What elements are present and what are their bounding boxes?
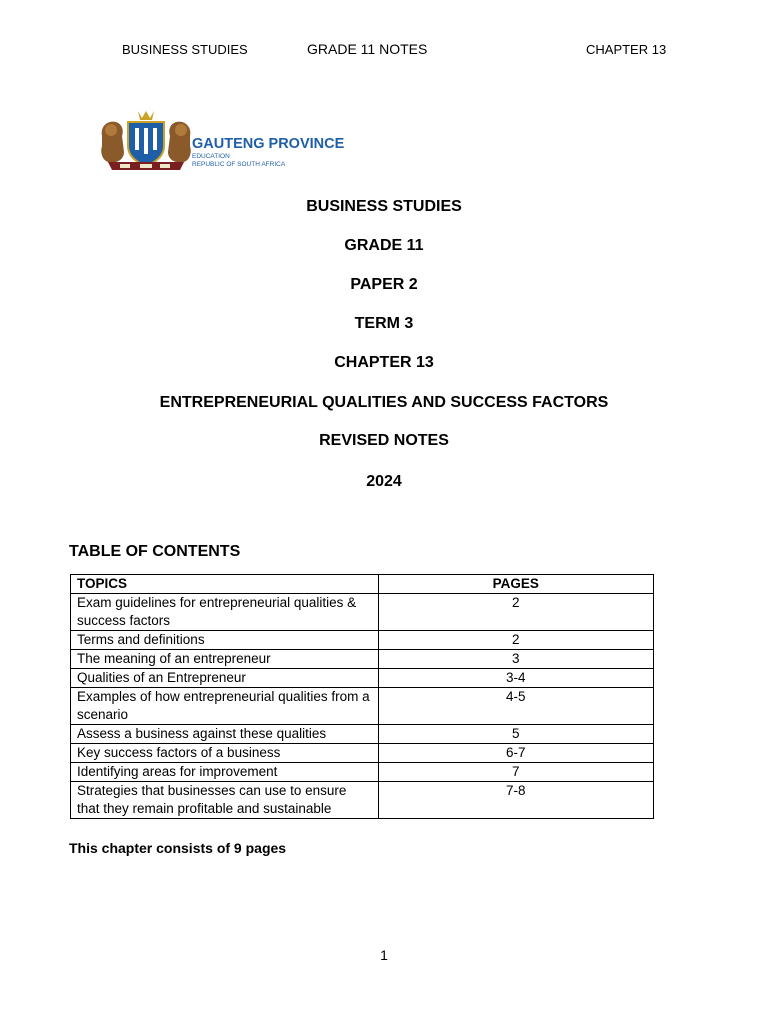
page-count-note: This chapter consists of 9 pages [69, 840, 287, 856]
toc-pages: 2 [378, 631, 654, 650]
toc-pages: 7 [378, 763, 654, 782]
table-row [71, 763, 654, 782]
title-year: 2024 [366, 473, 402, 490]
page-number: 1 [380, 947, 388, 963]
table-row [71, 744, 654, 763]
toc-topic: Qualities of an Entrepreneur [71, 669, 379, 688]
toc-topic: Terms and definitions [71, 631, 379, 650]
gauteng-logo [94, 108, 344, 174]
title-chapter: CHAPTER 13 [334, 354, 434, 371]
title-revised: REVISED NOTES [319, 432, 449, 449]
toc-pages: 7-8 [378, 782, 654, 819]
toc-header-row [71, 575, 654, 594]
toc-topic: Examples of how entrepreneurial qualities from a scenario [71, 688, 379, 725]
toc-topic: Key success factors of a business [71, 744, 379, 763]
logo-name: GAUTENG PROVINCE [192, 136, 344, 152]
toc-table [70, 574, 654, 819]
coat-of-arms-icon [94, 108, 344, 174]
toc-heading: TABLE OF CONTENTS [69, 543, 241, 560]
table-row [71, 594, 654, 631]
toc-topic: Identifying areas for improvement [71, 763, 379, 782]
header-chapter: CHAPTER 13 [586, 42, 667, 57]
title-paper: PAPER 2 [350, 276, 418, 293]
toc-topic: The meaning of an entrepreneur [71, 650, 379, 669]
table-row [71, 688, 654, 725]
toc-pages: 2 [378, 594, 654, 631]
table-row [71, 725, 654, 744]
title-term: TERM 3 [354, 315, 414, 332]
toc-pages: 6-7 [378, 744, 654, 763]
logo-line1: EDUCATION [192, 153, 230, 160]
logo-line2: REPUBLIC OF SOUTH AFRICA [192, 161, 286, 168]
toc-pages: 5 [378, 725, 654, 744]
header-grade: GRADE 11 NOTES [307, 41, 428, 57]
title-grade: GRADE 11 [344, 237, 424, 254]
title-topic: ENTREPRENEURIAL QUALITIES AND SUCCESS FACTORS [159, 394, 609, 411]
title-subject: BUSINESS STUDIES [306, 198, 462, 215]
table-row [71, 631, 654, 650]
table-row [71, 650, 654, 669]
toc-pages: 3-4 [378, 669, 654, 688]
page-header [0, 42, 768, 60]
table-row [71, 782, 654, 819]
table-row [71, 669, 654, 688]
toc-pages: 3 [378, 650, 654, 669]
header-subject: BUSINESS STUDIES [122, 42, 248, 57]
toc-pages: 4-5 [378, 688, 654, 725]
toc-topic: Exam guidelines for entrepreneurial qualities & success factors [71, 594, 379, 631]
toc-topic: Assess a business against these qualities [71, 725, 379, 744]
toc-topic: Strategies that businesses can use to ensure that they remain profitable and sustainable [71, 782, 379, 819]
toc-col-topics: TOPICS [71, 575, 379, 594]
toc-col-pages: PAGES [378, 575, 654, 594]
